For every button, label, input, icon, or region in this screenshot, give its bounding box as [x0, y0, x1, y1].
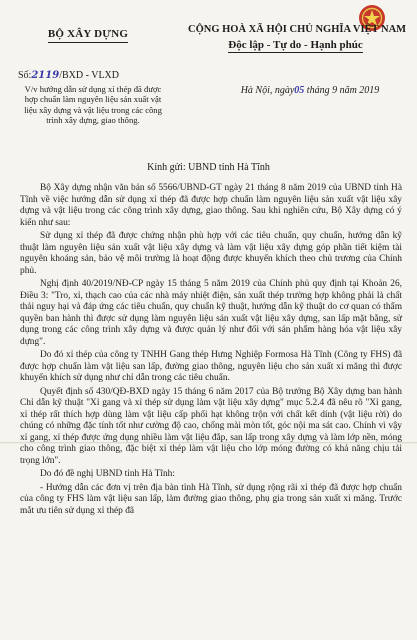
body-paragraph: Bộ Xây dựng nhận văn bản số 5566/UBND-GT ngày 21 tháng 8 năm 2019 của UBND tỉnh Hà Tĩnh về việc hướng dẫn sử dụng xỉ thép đã được hợp chuẩn làm nguyên liệu sản xuất vật liệu xây dựng và vật liệu trong các công trình xây dựng, giao thông. Sau khi nghiên cứu, Bộ Xây dựng có ý kiến như sau: [20, 183, 402, 228]
body-paragraph: Quyết định số 430/QĐ-BXD ngày 15 tháng 6 năm 2017 của Bộ trưởng Bộ Xây dựng ban hành Chỉ dẫn kỹ thuật "Xỉ gang và xỉ thép sử dụng làm vật liệu xây dựng" mục 5.2.4 đã nêu rõ "Xỉ gang, xỉ thép rất thích hợp dùng làm vật liệu cấp phối hạt không trộn với chất kết dính (vật liệu rời) do chúng có những đặc tính tốt như cường độ cao, chống mài mòn tốt, góc nội ma sát cao. Chính vì vậy xỉ gang, xỉ thép được ứng dụng nhiều làm vật liệu đắp, san lấp trong xây dựng và làm lớp nền, móng cho công trình giao thông, đặc biệt xỉ thép làm vật liệu cho lớp móng đường có khả năng chịu tải trọng lớn". [20, 386, 402, 466]
body-paragraph: Do đó xỉ thép của công ty TNHH Gang thép Hưng Nghiệp Formosa Hà Tĩnh (Công ty FHS) đã được hợp chuẩn làm vật liệu san lấp, đường giao thông, nguyên liệu cho sản xuất xi măng thì được khuyến khích sử dụng như chỉ dẫn trong các tiêu chuẩn. [20, 350, 402, 383]
issuer-block [18, 24, 158, 43]
recipient-line: Kính gửi: UBND tỉnh Hà Tĩnh [147, 162, 270, 173]
paper-fold-shadow [0, 442, 417, 444]
date-prefix: Hà Nội, ngày [240, 85, 295, 96]
body-paragraph: - Hướng dẫn các đơn vị trên địa bàn tỉnh Hà Tĩnh, sử dụng rộng rãi xỉ thép đã được hợp chuẩn của công ty FHS làm vật liệu san lấp, làm đường giao thông, phụ gia trong sản xuất xi măng. Trước mắt ưu tiên sử dụng xỉ thép đã [20, 482, 402, 516]
body-paragraph: Sử dụng xỉ thép đã được chứng nhận phù hợp với các tiêu chuẩn, quy chuẩn, hướng dẫn kỹ thuật làm nguyên liệu sản xuất vật liệu xây dựng và làm vật liệu xây dựng góp phần tiết kiệm tài nguyên khoáng sản, bảo vệ môi trường là hoạt động được khuyến khích theo chủ trương của Chính phủ. [20, 231, 402, 276]
body-paragraph: Do đó đề nghị UBND tỉnh Hà Tĩnh: [40, 469, 175, 479]
document-number [18, 70, 168, 81]
country-name: CỘNG HOÀ XÃ HỘI CHỦ NGHĨA VIỆT NAM [188, 24, 407, 35]
national-header [188, 24, 407, 53]
document-number-value: 2119 [31, 70, 60, 81]
document-body [20, 183, 402, 519]
body-paragraph: Nghị định 40/2019/NĐ-CP ngày 15 tháng 5 năm 2019 của Chính phủ quy định tại Khoản 26, Điều 3: "Tro, xỉ, thạch cao của các nhà máy nhiệt điện, sản xuất thép trường hợp không phải là chất thải nguy hại và đáp ứng các tiêu chuẩn, quy chuẩn kỹ thuật, hướng dẫn kỹ thuật do cơ quan có thẩm quyền ban hành thì được sử dụng làm nguyên liệu sản xuất vật liệu xây dựng, san lấp mặt bằng, sử dụng trong các công trình xây dựng và được quản lý như đối với sản phẩm hàng hóa vật liệu xây dựng". [20, 279, 402, 347]
date-day: 05 [294, 85, 305, 96]
document-number-label: Số: [18, 70, 32, 81]
national-motto: Độc lập - Tự do - Hạnh phúc [228, 39, 363, 51]
date-suffix: tháng 9 năm 2019 [304, 85, 380, 96]
document-date [215, 85, 405, 96]
issuer-name: BỘ XÂY DỰNG [48, 28, 128, 43]
document-number-suffix: /BXD - VLXD [59, 70, 120, 81]
document-subject: V/v hướng dẫn sử dụng xỉ thép đã được hợp chuẩn làm nguyên liệu sản xuất vật liệu xây dựng và vật liệu trong các công trình xây dựng, giao thông. [24, 84, 162, 126]
